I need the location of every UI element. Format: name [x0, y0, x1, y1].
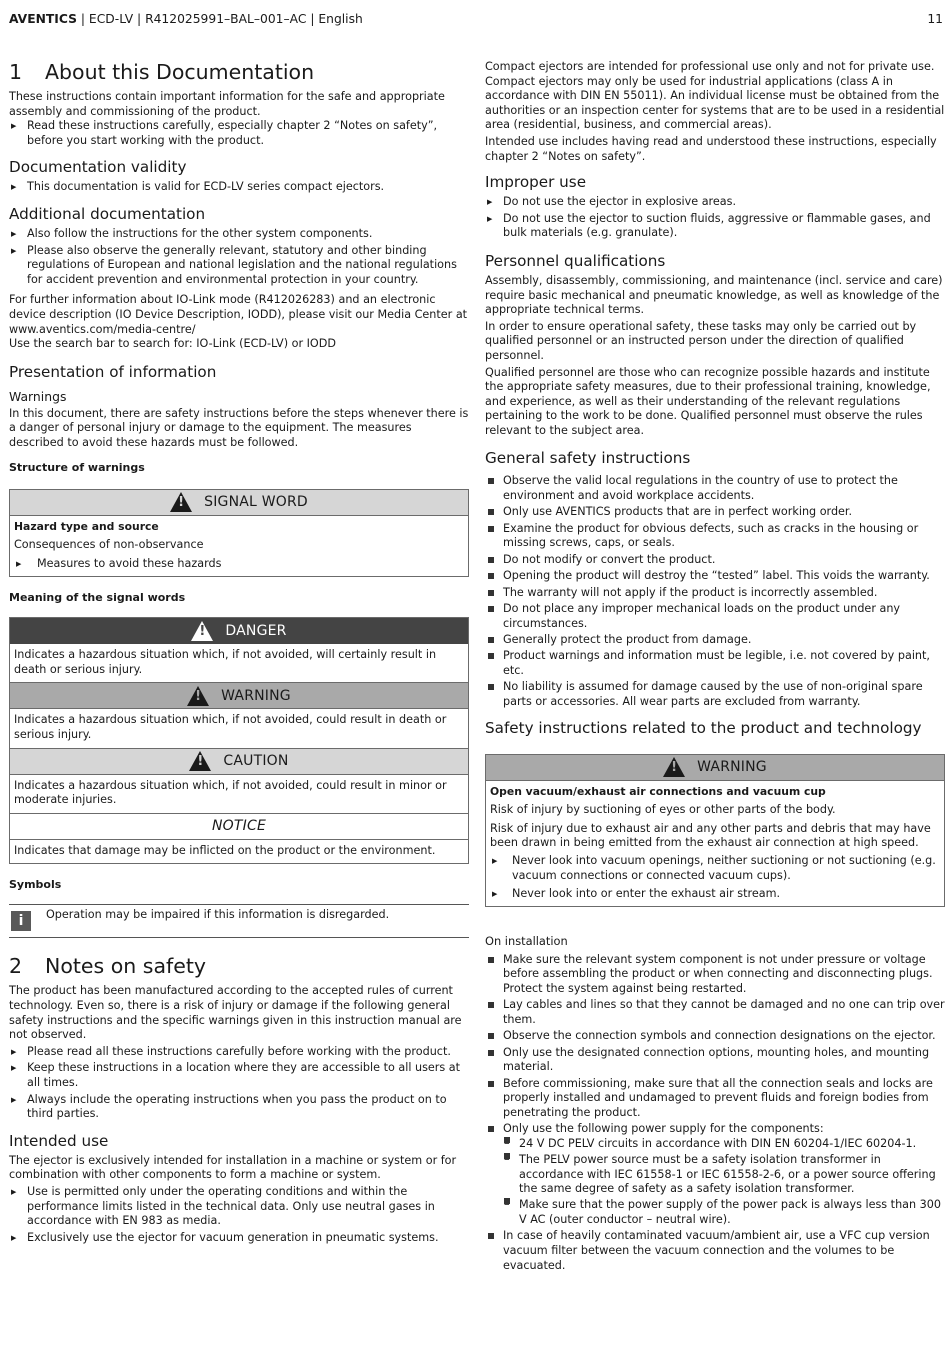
- measures: ▶ Measures to avoid these hazards: [14, 557, 464, 572]
- list-item: ▶ Also follow the instructions for the other system components.: [9, 227, 469, 242]
- list-item: – The PELV power source must be a safety isolation transformer in accordance with IEC 61558-1 or IEC 61558-2-6, or a power source offering the same degree of safety as a safety isolation transformer.: [503, 1153, 945, 1197]
- section-1-heading: 1 About this Documentation: [9, 60, 315, 84]
- power-supply-list: [503, 1137, 945, 1228]
- list-item: Observe the valid local regulations in the country of use to protect the environment and avoid workplace accidents.: [485, 474, 945, 503]
- intended-use-heading: Intended use: [9, 1131, 109, 1150]
- list-item: [485, 1122, 945, 1227]
- list-item: ▶ Do not use the ejector to suction fluids, aggressive or flammable gases, and bulk materials (e.g. granulate).: [485, 212, 945, 241]
- list-item: Before commissioning, make sure that all the connection seals and locks are properly installed and undamaged to prevent fluids and foreign bodies from penetrating the product.: [485, 1077, 945, 1121]
- validity-list: [9, 180, 469, 195]
- list-item: Make sure the relevant system component is not under pressure or voltage before assembling the product or when connecting and disconnecting plugs. Protect the system against being restarted.: [485, 953, 945, 997]
- risk-text-1: Risk of injury by suctioning of eyes or other parts of the body.: [490, 803, 836, 817]
- list-item: Do not modify or convert the product.: [485, 553, 945, 568]
- personnel-heading: Personnel qualifications: [485, 251, 666, 270]
- list-item: Product warnings and information must be legible, i.e. not covered by paint, etc.: [485, 649, 945, 678]
- left-column: [9, 60, 469, 1245]
- list-item: Opening the product will destroy the “tested” label. This voids the warranty.: [485, 569, 945, 584]
- improper-use-list: [485, 195, 945, 241]
- warning-header: ! WARNING: [486, 755, 944, 781]
- compact-ejectors-text: Compact ejectors are intended for professional use only and not for private use. Compact ejectors may only be used for industrial applications (class A in accordance with DIN EN 55011). An individual license must be obtained from the authorities or an inspection center for systems that are to be used in a residential area (residential, business, and commercial areas).: [485, 60, 945, 132]
- personnel-text-1: Assembly, disassembly, commissioning, and maintenance (incl. service and care) require basic mechanical and pneumatic knowledge, as well as knowledge of the appropriate technical terms.: [485, 273, 943, 317]
- structure-heading: Structure of warnings: [9, 460, 145, 474]
- warnings-heading: Warnings: [9, 388, 67, 404]
- list-item: Only use AVENTICS products that are in perfect working order.: [485, 505, 945, 520]
- caution-header: ! CAUTION: [10, 749, 468, 775]
- warning-structure-box: [9, 489, 469, 578]
- list-item: In case of heavily contaminated vacuum/ambient air, use a VFC cup version vacuum filter between the vacuum connection and the volumes to be evacuated.: [485, 1229, 945, 1273]
- danger-header: ! DANGER: [10, 618, 468, 644]
- warnings-text: In this document, there are safety instructions before the steps whenever there is a danger of personal injury or damage to the equipment. The measures described to avoid these hazards must be followed.: [9, 406, 469, 449]
- intro-text: These instructions contain important information for the safe and appropriate assembly and commissioning of the product.: [9, 90, 445, 118]
- signal-words-table: [9, 617, 469, 864]
- validity-heading: Documentation validity: [9, 158, 187, 177]
- presentation-heading: Presentation of information: [9, 362, 217, 381]
- list-item: Only use the designated connection options, mounting holes, and mounting material.: [485, 1046, 945, 1075]
- list-item: – Make sure that the power supply of the power pack is always less than 300 V AC (outer conductor – neutral wire).: [503, 1198, 945, 1227]
- info-icon: i: [11, 911, 31, 931]
- page-header: [9, 12, 943, 30]
- caution-description: Indicates a hazardous situation which, if not avoided, could result in minor or moderate injuries.: [10, 775, 468, 814]
- list-item: ▶ Please also observe the generally relevant, statutory and other binding regulations of European and national legislation and the national regulations for accident prevention and environmental protection in your country.: [9, 244, 469, 288]
- installation-list: [485, 953, 945, 1273]
- list-item: Do not place any improper mechanical loads on the product under any circumstances.: [485, 602, 945, 631]
- danger-description: Indicates a hazardous situation which, if not avoided, will certainly result in death or serious injury.: [10, 644, 468, 683]
- list-item: ▶ Use is permitted only under the operating conditions and within the performance limits listed in the technical data. Only use neutral gases in accordance with EN 983 as media.: [9, 1185, 469, 1229]
- brand-name: AVENTICS: [9, 12, 77, 26]
- notice-header: NOTICE: [10, 814, 468, 840]
- intended-includes-text: Intended use includes having read and understood these instructions, especially chapter 2 “Notes on safety”.: [485, 134, 937, 163]
- list-item: Lay cables and lines so that they cannot be damaged and no one can trip over them.: [485, 998, 945, 1027]
- warning-header: ! WARNING: [10, 683, 468, 709]
- general-safety-heading: General safety instructions: [485, 449, 691, 468]
- search-bar-text: Use the search bar to search for: IO-Link (ECD-LV) or IODD: [9, 337, 336, 351]
- list-item: ▶ Never look into or enter the exhaust air stream.: [490, 887, 940, 902]
- list-item: No liability is assumed for damage caused by the use of non-original spare parts or accessories. All wear parts are excluded from warranty.: [485, 680, 945, 709]
- installation-heading: On installation: [485, 933, 568, 948]
- info-box: [9, 904, 469, 938]
- list-item: ▶ Exclusively use the ejector for vacuum generation in pneumatic systems.: [9, 1231, 469, 1246]
- intended-use-text: The ejector is exclusively intended for installation in a machine or system or for combination with other components to form a machine or system.: [9, 1153, 457, 1182]
- list-item: ▶ Always include the operating instructions when you pass the product on to third parties.: [9, 1093, 469, 1122]
- signal-word-header: ! SIGNAL WORD: [10, 490, 468, 516]
- further-info-text: For further information about IO-Link mode (R412026283) and an electronic device description (IO Device Description, IODD), please visit our Media Center at www.aventics.com/media-centre/: [9, 293, 468, 336]
- caution-triangle-icon: [189, 751, 211, 771]
- warning-triangle-icon: [663, 757, 685, 777]
- document-id: | ECD-LV | R412025991–BAL–001–AC | English: [76, 12, 363, 26]
- list-item: ▶ Do not use the ejector in explosive areas.: [485, 195, 945, 210]
- hazard-type: Open vacuum/exhaust air connections and vacuum cup: [490, 784, 826, 798]
- list-item: ▶ This documentation is valid for ECD-LV series compact ejectors.: [9, 180, 469, 195]
- personnel-text-2: In order to ensure operational safety, these tasks may only be carried out by qualified personnel or an instructed person under the direction of qualified personnel.: [485, 319, 917, 362]
- list-item: ▶ Never look into vacuum openings, neither suctioning or not suctioning (e.g. vacuum connections or connected vacuum cups).: [490, 854, 940, 883]
- general-safety-list: [485, 474, 945, 709]
- intro-list: [9, 119, 469, 148]
- meaning-heading: Meaning of the signal words: [9, 591, 186, 605]
- intended-use-list: [9, 1185, 469, 1245]
- additional-doc-heading: Additional documentation: [9, 204, 206, 223]
- section-2-heading: 2 Notes on safety: [9, 954, 207, 979]
- info-text: Operation may be impaired if this information is disregarded.: [46, 908, 390, 922]
- list-item: Observe the connection symbols and connection designations on the ejector.: [485, 1029, 945, 1044]
- list-item: ▶ Please read all these instructions carefully before working with the product.: [9, 1045, 469, 1060]
- risk-text-2: Risk of injury due to exhaust air and any other parts and debris that may have been drawn in being emitted from the exhaust air connection at high speed.: [490, 821, 931, 850]
- list-item: Examine the product for obvious defects, such as cracks in the housing or missing screws, caps, or seals.: [485, 522, 945, 551]
- product-warning-box: [485, 754, 945, 907]
- warning-triangle-icon: [187, 686, 209, 706]
- warning-triangle-icon: [170, 492, 192, 512]
- power-supply-intro: Only use the following power supply for the components:: [503, 1122, 824, 1136]
- safety-list: [9, 1045, 469, 1122]
- page-number: 11: [927, 12, 943, 26]
- improper-use-heading: Improper use: [485, 173, 587, 192]
- personnel-text-3: Qualified personnel are those who can recognize possible hazards and institute the appropriate safety measures, due to their professional training, knowledge, and experience, as well as their understanding of the relevant regulations pertaining to the work to be done. Qualified personnel must observe the rules relevant to the subject area.: [485, 365, 931, 437]
- warning-description: Indicates a hazardous situation which, if not avoided, could result in death or serious injury.: [10, 709, 468, 748]
- right-column: [485, 60, 945, 1275]
- notice-description: Indicates that damage may be inflicted on the product or the environment.: [14, 843, 436, 857]
- product-safety-heading: Safety instructions related to the product and technology: [485, 718, 922, 737]
- symbols-heading: Symbols: [9, 878, 62, 892]
- hazard-type: Hazard type and source: [14, 519, 159, 533]
- consequences: Consequences of non-observance: [14, 538, 204, 552]
- list-item: ▶ Keep these instructions in a location where they are accessible to all users at all times.: [9, 1061, 469, 1090]
- safety-intro: The product has been manufactured according to the accepted rules of current technology. Even so, there is a risk of injury or damage if the following general safety instructions and the specific warnings given in this instruction manual are not observed.: [9, 984, 462, 1042]
- list-item: ▶ Read these instructions carefully, especially chapter 2 “Notes on safety”, before you start working with the product.: [9, 119, 469, 148]
- danger-triangle-icon: [191, 621, 213, 641]
- list-item: The warranty will not apply if the product is incorrectly assembled.: [485, 586, 945, 601]
- additional-doc-list: [9, 227, 469, 287]
- list-item: Generally protect the product from damage.: [485, 633, 945, 648]
- list-item: – 24 V DC PELV circuits in accordance with DIN EN 60204-1/IEC 60204-1.: [503, 1137, 945, 1152]
